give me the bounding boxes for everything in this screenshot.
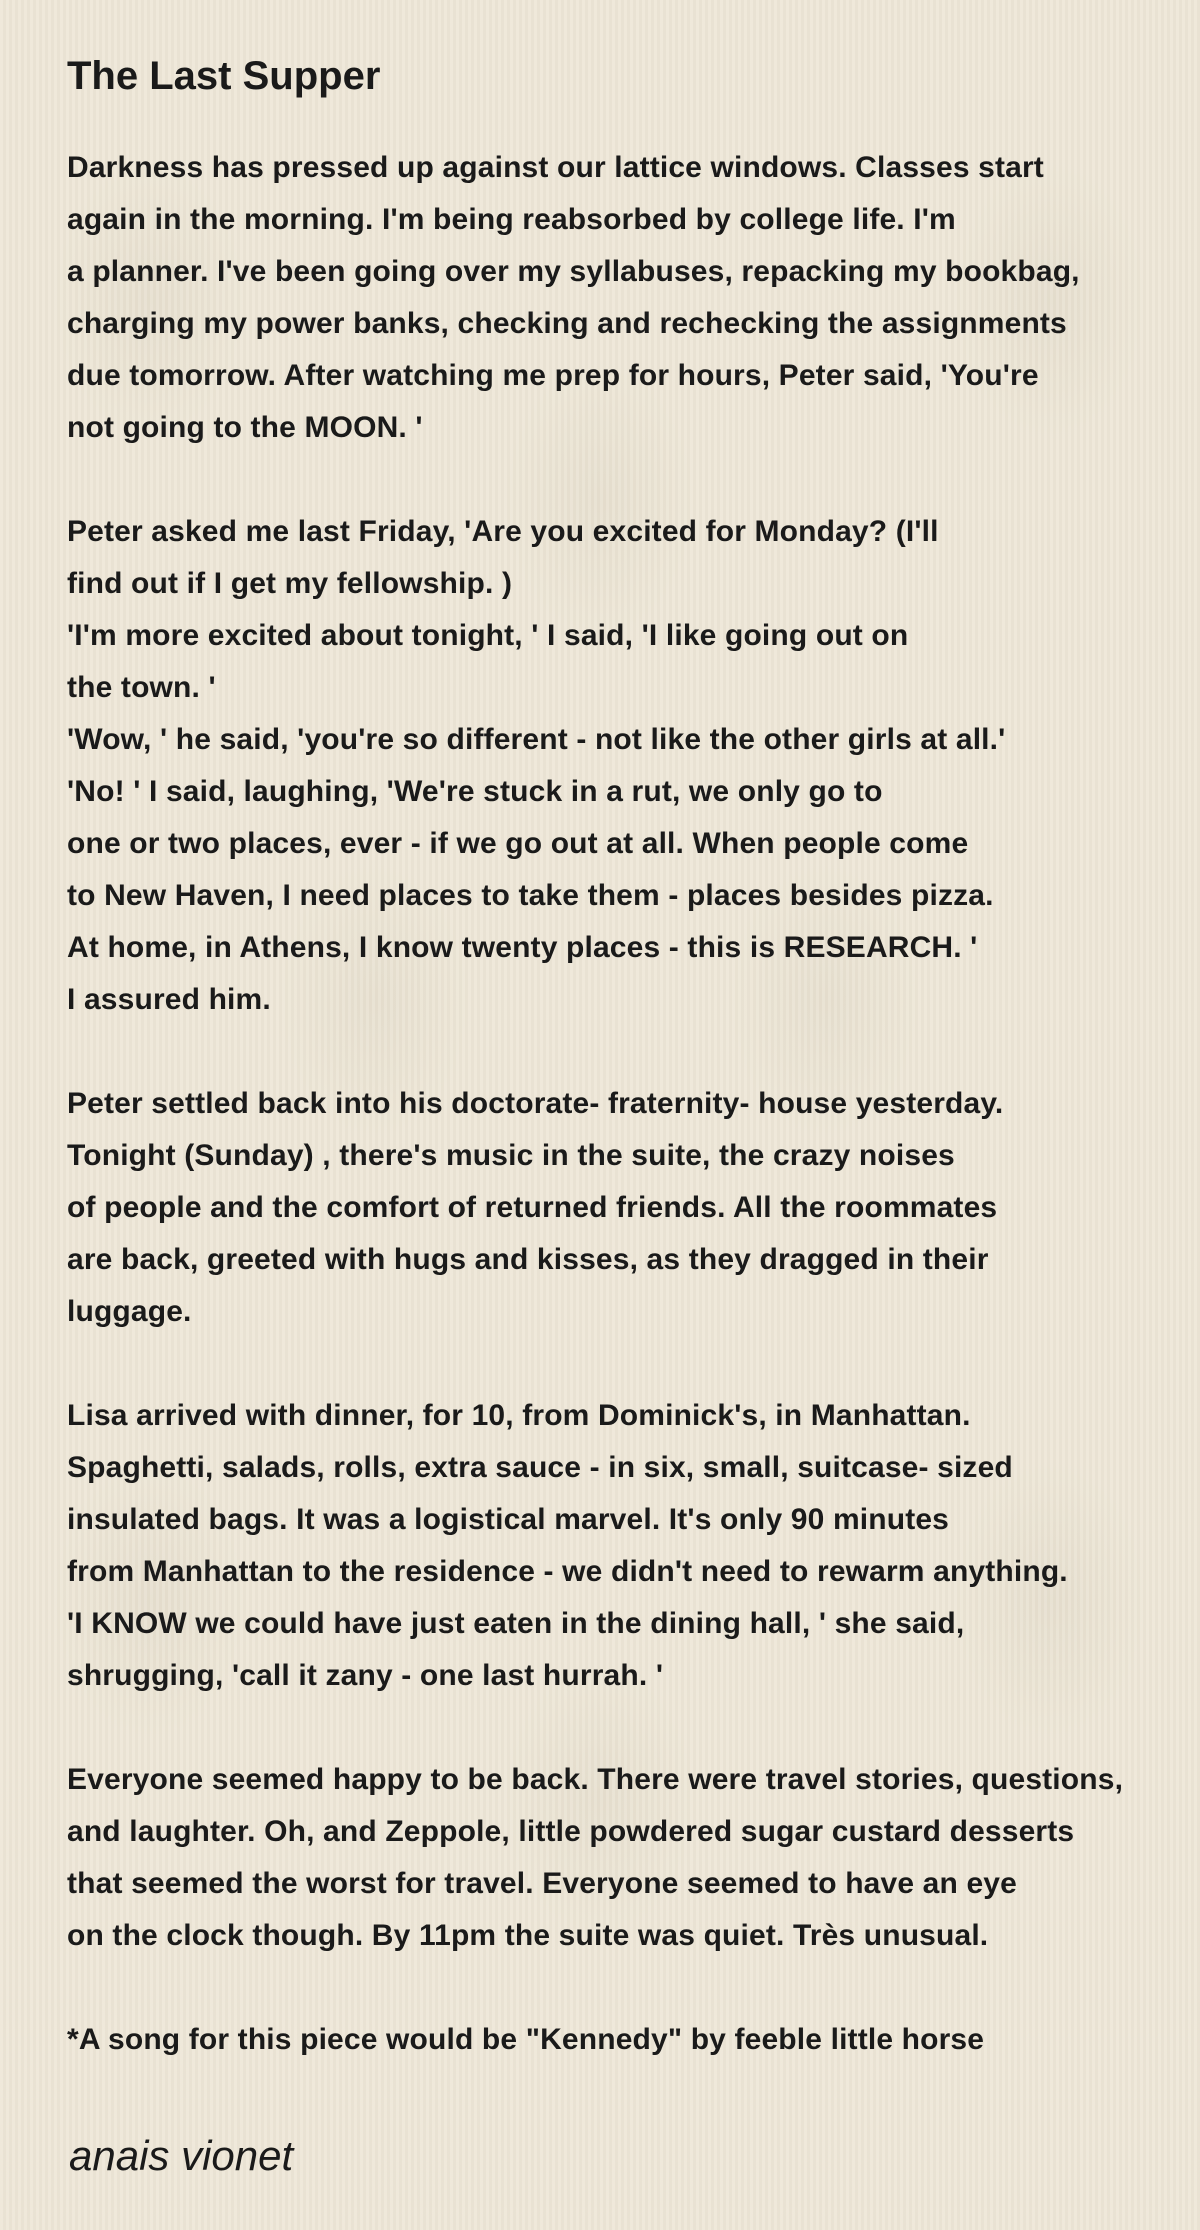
poem-line: shrugging, 'call it zany - one last hurrah. ' xyxy=(67,1659,664,1692)
poem-line: to New Haven, I need places to take them - places besides pizza. xyxy=(67,879,994,912)
poem-line: one or two places, ever - if we go out at all. When people come xyxy=(67,827,969,860)
poem-line: *A song for this piece would be "Kennedy" by feeble little horse xyxy=(67,2023,985,2056)
poem-line: Darkness has pressed up against our lattice windows. Classes start xyxy=(67,151,1044,184)
poem-line: find out if I get my fellowship. ) xyxy=(67,567,513,600)
poem-line: Tonight (Sunday) , there's music in the suite, the crazy noises xyxy=(67,1139,955,1172)
poem-line: 'I KNOW we could have just eaten in the dining hall, ' she said, xyxy=(67,1607,965,1640)
poem-line: 'I'm more excited about tonight, ' I said, 'I like going out on xyxy=(67,619,909,652)
poem-line: luggage. xyxy=(67,1295,192,1328)
poem-line: Everyone seemed happy to be back. There were travel stories, questions, xyxy=(67,1763,1124,1796)
poem-line: of people and the comfort of returned friends. All the roommates xyxy=(67,1191,998,1224)
poem-line: Peter settled back into his doctorate- fraternity- house yesterday. xyxy=(67,1087,1004,1120)
poem-line: are back, greeted with hugs and kisses, as they dragged in their xyxy=(67,1243,989,1276)
poem-line: 'No! ' I said, laughing, 'We're stuck in a rut, we only go to xyxy=(67,775,883,808)
poem-body xyxy=(67,142,1187,2066)
stanza-break xyxy=(67,1338,1187,1390)
poem-line: charging my power banks, checking and rechecking the assignments xyxy=(67,307,1067,340)
poem-line: on the clock though. By 11pm the suite was quiet. Très unusual. xyxy=(67,1919,989,1952)
poem-line: Lisa arrived with dinner, for 10, from Dominick's, in Manhattan. xyxy=(67,1399,971,1432)
poem-line: due tomorrow. After watching me prep for hours, Peter said, 'You're xyxy=(67,359,1039,392)
poem-line: 'Wow, ' he said, 'you're so different - not like the other girls at all.' xyxy=(67,723,1006,756)
poem-line: I assured him. xyxy=(67,983,271,1016)
stanza-break xyxy=(67,1026,1187,1078)
poem-container xyxy=(67,48,1187,2066)
stanza-break xyxy=(67,1702,1187,1754)
stanza-break xyxy=(67,1962,1187,2014)
poem-line: the town. ' xyxy=(67,671,216,704)
poem-line: Peter asked me last Friday, 'Are you excited for Monday? (I'll xyxy=(67,515,939,548)
poem-line: not going to the MOON. ' xyxy=(67,411,423,444)
poem-line: At home, in Athens, I know twenty places - this is RESEARCH. ' xyxy=(67,931,978,964)
stanza-break xyxy=(67,454,1187,506)
poem-line: again in the morning. I'm being reabsorbed by college life. I'm xyxy=(67,203,956,236)
poem-title: The Last Supper xyxy=(67,54,381,98)
poem-line: Spaghetti, salads, rolls, extra sauce - in six, small, suitcase- sized xyxy=(67,1451,1013,1484)
poem-author: anais vionet xyxy=(69,2132,294,2179)
poem-line: a planner. I've been going over my syllabuses, repacking my bookbag, xyxy=(67,255,1080,288)
poem-line: insulated bags. It was a logistical marvel. It's only 90 minutes xyxy=(67,1503,950,1536)
poem-line: that seemed the worst for travel. Everyone seemed to have an eye xyxy=(67,1867,1017,1900)
poem-line: from Manhattan to the residence - we didn't need to rewarm anything. xyxy=(67,1555,1068,1588)
poem-line: and laughter. Oh, and Zeppole, little powdered sugar custard desserts xyxy=(67,1815,1075,1848)
